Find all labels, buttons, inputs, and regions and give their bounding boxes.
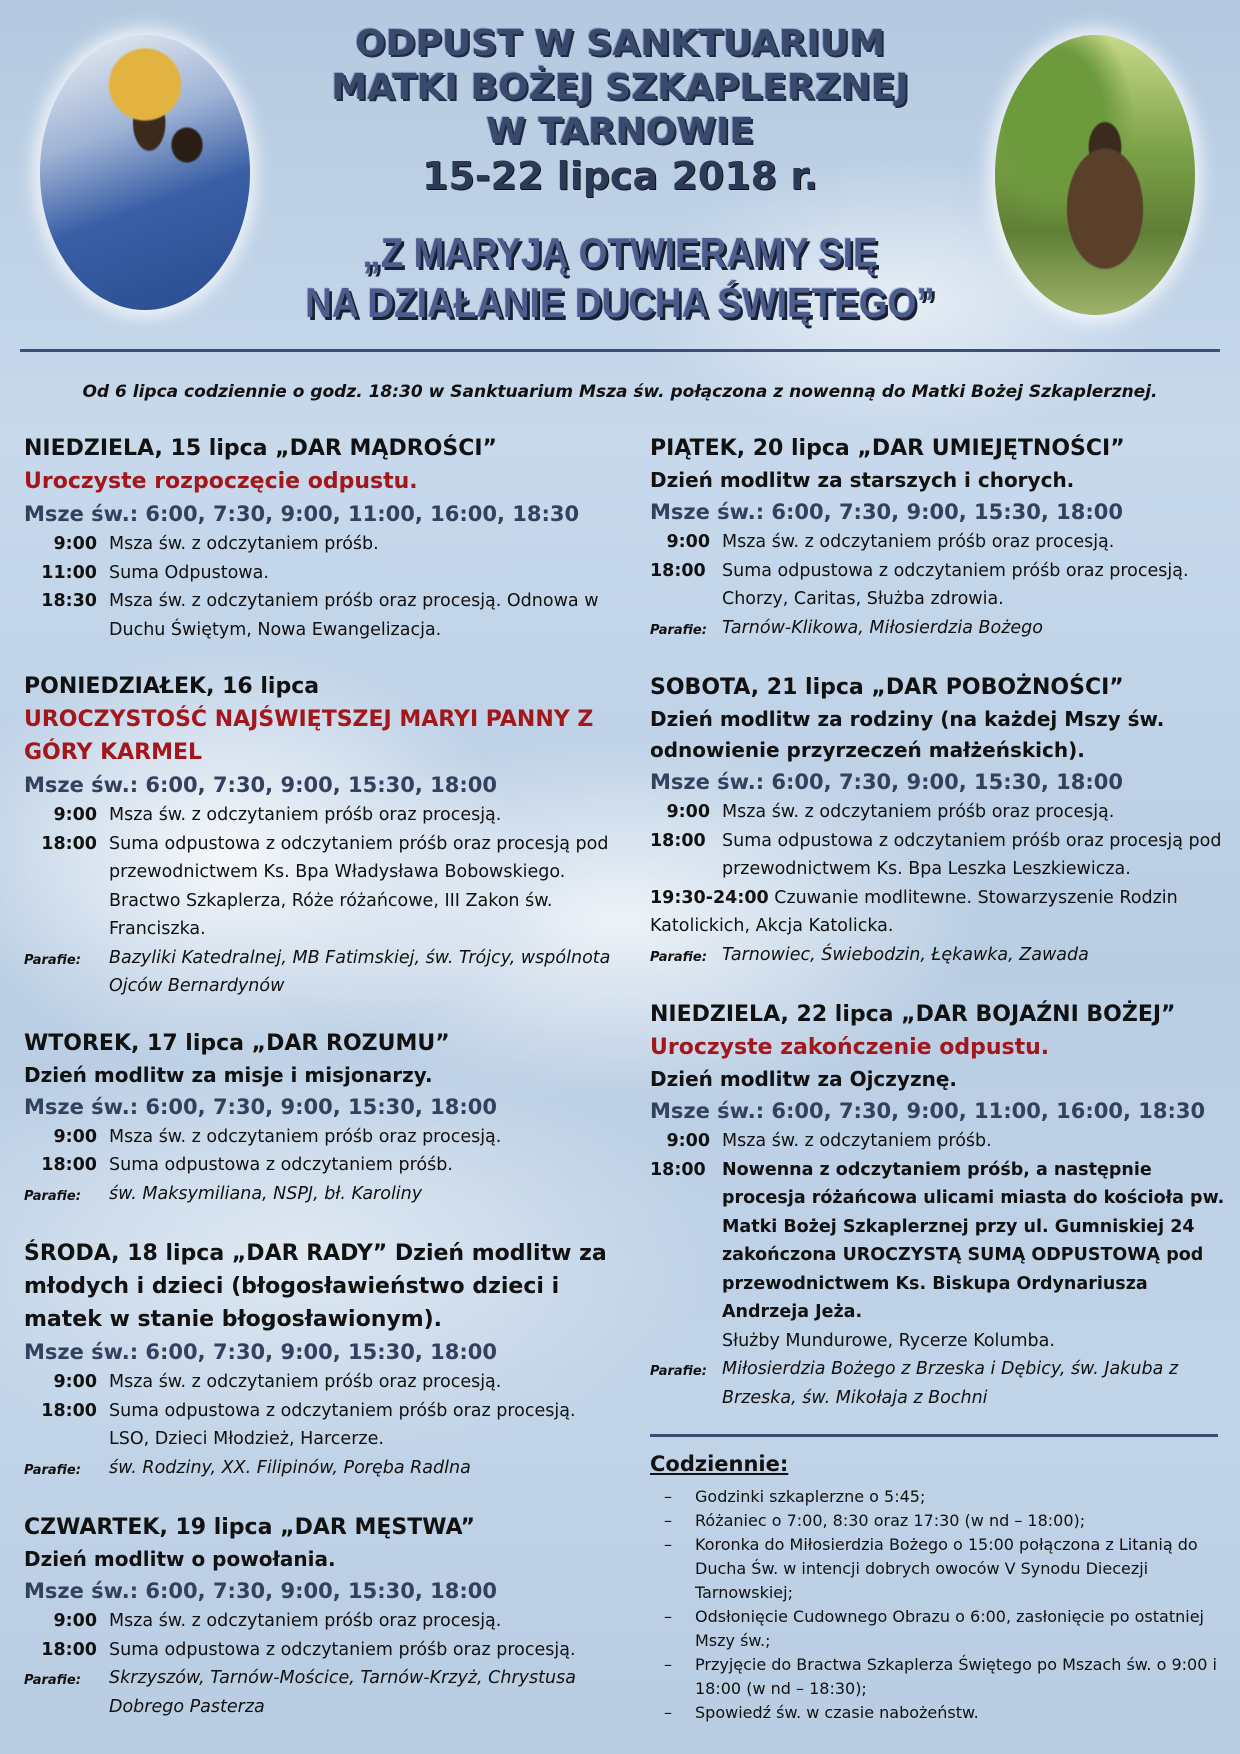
left-column bbox=[24, 432, 614, 1747]
day-heading: NIEDZIELA, 22 lipca „DAR BOJAŹNI BOŻEJ” bbox=[650, 1002, 1176, 1027]
event-row bbox=[650, 528, 1230, 557]
parishes-row bbox=[24, 1454, 614, 1486]
event-desc: Msza św. z odczytaniem próśb oraz procesją. Odnowa w Duchu Świętym, Nowa Ewangelizacja. bbox=[109, 591, 599, 640]
event-desc: Msza św. z odczytaniem próśb oraz procesją. bbox=[722, 532, 1115, 552]
mass-times: Msze św.: 6:00, 7:30, 9:00, 15:30, 18:00 bbox=[24, 773, 497, 797]
event-desc: Msza św. z odczytaniem próśb. bbox=[109, 534, 379, 554]
event-time: 9:00 bbox=[666, 1131, 710, 1151]
day-heading: PIĄTEK, 20 lipca „DAR UMIEJĘTNOŚCI” bbox=[650, 436, 1125, 461]
event-time: 9:00 bbox=[53, 1372, 97, 1392]
parishes-label: Parafie: bbox=[24, 952, 81, 968]
event-desc: Msza św. z odczytaniem próśb. bbox=[722, 1131, 992, 1151]
event-desc: Msza św. z odczytaniem próśb oraz procesją. bbox=[109, 1611, 502, 1631]
event-time: 18:00 bbox=[41, 833, 97, 854]
parishes-list: Bazyliki Katedralnej, MB Fatimskiej, św. Trójcy, wspólnota Ojców Bernardynów bbox=[109, 947, 611, 996]
parishes-row bbox=[650, 941, 1230, 973]
day-intention: Dzień modlitw za rodziny (na każdej Mszy św. odnowienie przyrzeczeń małżeńskich). bbox=[650, 707, 1165, 762]
event-row bbox=[24, 1607, 614, 1636]
day-monday-16 bbox=[24, 670, 614, 1001]
day-intention: Dzień modlitw za starszych i chorych. bbox=[650, 468, 1075, 492]
day-thursday-19 bbox=[24, 1511, 614, 1721]
event-time: 9:00 bbox=[53, 1611, 97, 1631]
parishes-list: Skrzyszów, Tarnów-Mościce, Tarnów-Krzyż, Chrystusa Dobrego Pasterza bbox=[109, 1668, 576, 1717]
event-row bbox=[650, 827, 1230, 884]
parishes-label: Parafie: bbox=[650, 1364, 707, 1379]
parishes-list: św. Rodziny, XX. Filipinów, Poręba Radlna bbox=[109, 1457, 471, 1478]
event-desc: Suma odpustowa z odczytaniem próśb oraz procesją pod przewodnictwem Ks. Bpa Leszka Leszkiewicza. bbox=[722, 830, 1222, 879]
parishes-list: św. Maksymiliana, NSPJ, bł. Karoliny bbox=[109, 1183, 423, 1204]
church-photo bbox=[995, 35, 1195, 315]
event-desc: Suma odpustowa z odczytaniem próśb oraz procesją pod przewodnictwem Ks. Bpa Władysława Bobowskiego. Bractwo Szkaplerza, Róże różańcowe, III Zakon św. Franciszka. bbox=[109, 833, 609, 939]
mass-times: Msze św.: 6:00, 7:30, 9:00, 15:30, 18:00 bbox=[650, 500, 1123, 524]
event-desc: Suma Odpustowa. bbox=[109, 562, 269, 583]
event-row bbox=[24, 530, 614, 559]
day-highlight: Uroczyste rozpoczęcie odpustu. bbox=[24, 469, 418, 494]
daily-item: – Przyjęcie do Bractwa Szkaplerza Świętego po Mszach św. o 9:00 i 18:00 (w nd – 18:30); bbox=[650, 1653, 1230, 1701]
title-line-2: MATKI BOŻEJ SZKAPLERZNEJ bbox=[331, 67, 909, 108]
event-time: 9:00 bbox=[53, 805, 97, 825]
day-sunday-22 bbox=[650, 998, 1230, 1412]
event-desc: Msza św. z odczytaniem próśb oraz procesją. bbox=[109, 1126, 502, 1147]
day-highlight: UROCZYSTOŚĆ NAJŚWIĘTSZEJ MARYI PANNY Z GÓRY KARMEL bbox=[24, 707, 594, 765]
event-time: 9:00 bbox=[666, 532, 710, 552]
event-row bbox=[24, 801, 614, 830]
event-time: 18:00 bbox=[650, 830, 706, 851]
parishes-row bbox=[650, 1355, 1230, 1412]
header-divider bbox=[20, 349, 1220, 352]
daily-list bbox=[650, 1485, 1230, 1725]
day-intention: Dzień modlitw o powołania. bbox=[24, 1547, 336, 1571]
day-heading: PONIEDZIAŁEK, 16 lipca bbox=[24, 674, 320, 699]
event-row bbox=[24, 1636, 614, 1665]
event-row bbox=[24, 1151, 614, 1180]
parishes-label: Parafie: bbox=[24, 1188, 81, 1204]
event-desc: Czuwanie modlitewne. Stowarzyszenie Rodzin Katolickich, Akcja Katolicka. bbox=[650, 887, 1178, 936]
parishes-row bbox=[24, 944, 614, 1001]
day-saturday-21 bbox=[650, 671, 1230, 972]
event-time: 9:00 bbox=[53, 1126, 97, 1147]
day-heading: SOBOTA, 21 lipca „DAR POBOŻNOŚCI” bbox=[650, 675, 1124, 700]
event-time: 18:00 bbox=[650, 560, 706, 581]
event-row bbox=[650, 1127, 1230, 1156]
day-wednesday-18 bbox=[24, 1237, 614, 1485]
mass-times: Msze św.: 6:00, 7:30, 9:00, 11:00, 16:00, 18:30 bbox=[24, 502, 580, 526]
day-heading: CZWARTEK, 19 lipca „DAR MĘSTWA” bbox=[24, 1515, 475, 1540]
parishes-list: Miłosierdzia Bożego z Brzeska i Dębicy, św. Jakuba z Brzeska, św. Mikołaja z Bochni bbox=[722, 1359, 1179, 1408]
parishes-label: Parafie: bbox=[650, 949, 707, 965]
event-desc: Nowenna z odczytaniem próśb, a następnie procesja różańcowa ulicami miasta do kościoła pw. Matki Bożej Szkaplerznej przy ul. Gumniskiej 24 zakończona UROCZYSTĄ SUMĄ ODPUSTOWĄ pod przewodnictwem Ks. Biskupa Ordynariusza Andrzeja Jeża. bbox=[722, 1159, 1225, 1322]
mass-times: Msze św.: 6:00, 7:30, 9:00, 15:30, 18:00 bbox=[650, 770, 1123, 794]
event-row bbox=[650, 798, 1230, 827]
daily-heading: Codziennie: bbox=[650, 1452, 789, 1476]
parishes-label: Parafie: bbox=[24, 1673, 81, 1688]
day-heading: ŚRODA, 18 lipca „DAR RADY” Dzień modlitw za młodych i dzieci (błogosławieństwo dzieci i matek w stanie błogosławionym). bbox=[24, 1241, 607, 1332]
event-time: 18:00 bbox=[41, 1155, 97, 1175]
event-desc: Msza św. z odczytaniem próśb oraz procesją. bbox=[109, 805, 502, 825]
daily-section bbox=[650, 1449, 1230, 1725]
event-desc: Suma odpustowa z odczytaniem próśb. bbox=[109, 1155, 453, 1175]
title-line-3: W TARNOWIE bbox=[485, 111, 754, 152]
title-date: 15-22 lipca 2018 r. bbox=[421, 154, 819, 198]
parishes-row bbox=[24, 1180, 614, 1212]
event-time: 18:00 bbox=[650, 1159, 706, 1180]
day-friday-20 bbox=[650, 432, 1230, 645]
event-desc-extra: Służby Mundurowe, Rycerze Kolumba. bbox=[722, 1330, 1055, 1351]
title-line-1: ODPUST W SANKTUARIUM bbox=[355, 23, 885, 64]
parishes-label: Parafie: bbox=[650, 622, 707, 638]
day-heading: NIEDZIELA, 15 lipca „DAR MĄDROŚCI” bbox=[24, 436, 497, 461]
parishes-list: Tarnowiec, Świebodzin, Łękawka, Zawada bbox=[722, 944, 1089, 965]
daily-divider bbox=[650, 1434, 1218, 1437]
mass-times: Msze św.: 6:00, 7:30, 9:00, 15:30, 18:00 bbox=[24, 1340, 497, 1364]
event-time: 9:00 bbox=[666, 802, 710, 822]
poster-title bbox=[260, 22, 980, 198]
event-row bbox=[24, 587, 614, 644]
mass-times: Msze św.: 6:00, 7:30, 9:00, 11:00, 16:00, 18:30 bbox=[650, 1099, 1206, 1123]
event-row bbox=[24, 1397, 614, 1454]
motto-line-2: NA DZIAŁANIE DUCHA ŚWIĘTEGO” bbox=[305, 279, 935, 326]
event-time: 18:30 bbox=[41, 591, 97, 611]
event-time: 11:00 bbox=[41, 562, 97, 583]
event-row bbox=[650, 884, 1230, 941]
event-time: 18:00 bbox=[41, 1400, 97, 1421]
day-intention: Dzień modlitw za misje i misjonarzy. bbox=[24, 1062, 433, 1087]
poster-header bbox=[0, 0, 1240, 345]
parishes-row bbox=[24, 1664, 614, 1721]
event-desc: Msza św. z odczytaniem próśb oraz procesją. bbox=[722, 802, 1115, 822]
day-heading: WTOREK, 17 lipca „DAR ROZUMU” bbox=[24, 1030, 450, 1056]
day-sunday-15 bbox=[24, 432, 614, 644]
event-time: 18:00 bbox=[41, 1639, 97, 1660]
day-intention: Dzień modlitw za Ojczyznę. bbox=[650, 1067, 958, 1091]
madonna-icon-image bbox=[40, 35, 250, 310]
event-desc: Suma odpustowa z odczytaniem próśb oraz procesją. bbox=[109, 1639, 576, 1660]
event-row bbox=[650, 1156, 1230, 1356]
daily-item: – Koronka do Miłosierdzia Bożego o 15:00 połączona z Litanią do Ducha Św. w intencji dobrych owoców V Synodu Diecezji Tarnowskiej; bbox=[650, 1533, 1230, 1605]
parishes-list: Tarnów-Klikowa, Miłosierdzia Bożego bbox=[722, 617, 1043, 638]
parishes-row bbox=[650, 614, 1230, 646]
day-tuesday-17 bbox=[24, 1027, 614, 1212]
event-time: 9:00 bbox=[53, 534, 97, 554]
mass-times: Msze św.: 6:00, 7:30, 9:00, 15:30, 18:00 bbox=[24, 1579, 497, 1603]
event-desc: Suma odpustowa z odczytaniem próśb oraz procesją. Chorzy, Caritas, Służba zdrowia. bbox=[722, 560, 1189, 609]
event-desc: Msza św. z odczytaniem próśb oraz procesją. bbox=[109, 1372, 502, 1392]
daily-item: – Różaniec o 7:00, 8:30 oraz 17:30 (w nd – 18:00); bbox=[650, 1509, 1230, 1533]
daily-item: – Odsłonięcie Cudownego Obrazu o 6:00, zasłonięcie po ostatniej Mszy św.; bbox=[650, 1605, 1230, 1653]
event-row bbox=[24, 830, 614, 944]
poster-motto bbox=[230, 228, 1010, 328]
event-row bbox=[24, 559, 614, 588]
motto-line-1: „Z MARYJĄ OTWIERAMY SIĘ bbox=[362, 229, 878, 276]
event-row bbox=[24, 1368, 614, 1397]
parishes-label: Parafie: bbox=[24, 1462, 81, 1478]
daily-item: – Spowiedź św. w czasie nabożeństw. bbox=[650, 1701, 1230, 1725]
event-row bbox=[650, 557, 1230, 614]
day-highlight: Uroczyste zakończenie odpustu. bbox=[650, 1035, 1050, 1060]
event-desc: Suma odpustowa z odczytaniem próśb oraz procesją. LSO, Dzieci Młodzież, Harcerze. bbox=[109, 1400, 576, 1449]
event-time: 19:30-24:00 bbox=[650, 887, 769, 908]
novena-notice: Od 6 lipca codziennie o godz. 18:30 w Sanktuarium Msza św. połączona z nowenną do Matki Bożej Szkaplerznej. bbox=[82, 382, 1158, 402]
right-column bbox=[650, 432, 1230, 1725]
mass-times: Msze św.: 6:00, 7:30, 9:00, 15:30, 18:00 bbox=[24, 1094, 497, 1119]
daily-item: – Godzinki szkaplerzne o 5:45; bbox=[650, 1485, 1230, 1509]
event-row bbox=[24, 1123, 614, 1152]
